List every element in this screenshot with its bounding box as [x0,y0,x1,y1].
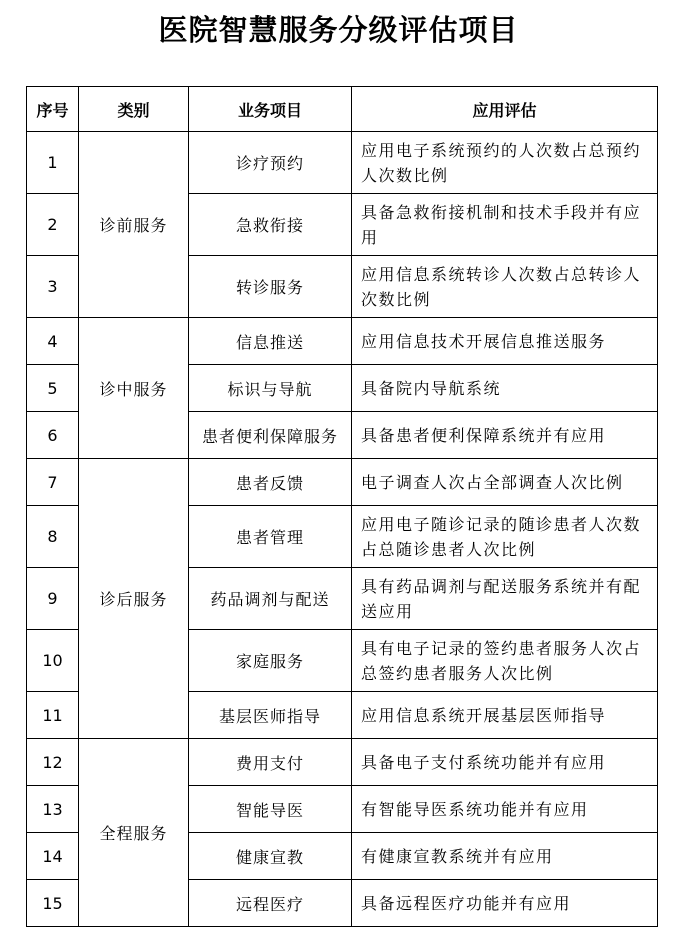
category-cell: 诊中服务 [79,318,189,459]
row-num: 4 [27,318,79,365]
category-cell: 诊后服务 [79,459,189,739]
evaluation-cell: 具备电子支付系统功能并有应用 [352,739,658,786]
row-num: 11 [27,692,79,739]
evaluation-cell: 具有药品调剂与配送服务系统并有配送应用 [352,568,658,630]
item-cell: 基层医师指导 [189,692,352,739]
item-cell: 患者反馈 [189,459,352,506]
row-num: 9 [27,568,79,630]
item-cell: 家庭服务 [189,630,352,692]
item-cell: 标识与导航 [189,365,352,412]
evaluation-cell: 具备患者便利保障系统并有应用 [352,412,658,459]
page-title: 医院智慧服务分级评估项目 [158,13,519,47]
header-num: 序号 [27,87,79,132]
item-cell: 转诊服务 [189,256,352,318]
row-num: 3 [27,256,79,318]
table-row [27,132,658,194]
row-num: 12 [27,739,79,786]
row-num: 1 [27,132,79,194]
evaluation-cell: 应用信息系统开展基层医师指导 [352,692,658,739]
header-item: 业务项目 [189,87,352,132]
evaluation-cell: 有智能导医系统功能并有应用 [352,786,658,833]
item-cell: 费用支付 [189,739,352,786]
evaluation-cell: 应用电子系统预约的人次数占总预约人次数比例 [352,132,658,194]
evaluation-cell: 具备远程医疗功能并有应用 [352,880,658,927]
item-cell: 远程医疗 [189,880,352,927]
evaluation-cell: 电子调查人次占全部调查人次比例 [352,459,658,506]
table-row [27,318,658,365]
item-cell: 健康宣教 [189,833,352,880]
row-num: 2 [27,194,79,256]
evaluation-cell: 应用信息技术开展信息推送服务 [352,318,658,365]
row-num: 14 [27,833,79,880]
row-num: 10 [27,630,79,692]
item-cell: 诊疗预约 [189,132,352,194]
item-cell: 急救衔接 [189,194,352,256]
evaluation-cell: 具备院内导航系统 [352,365,658,412]
row-num: 13 [27,786,79,833]
row-num: 5 [27,365,79,412]
item-cell: 药品调剂与配送 [189,568,352,630]
row-num: 7 [27,459,79,506]
evaluation-cell: 应用电子随诊记录的随诊患者人次数占总随诊患者人次比例 [352,506,658,568]
evaluation-cell: 具备急救衔接机制和技术手段并有应用 [352,194,658,256]
table-row [27,459,658,506]
item-cell: 信息推送 [189,318,352,365]
item-cell: 患者便利保障服务 [189,412,352,459]
table-row [27,739,658,786]
evaluation-cell: 具有电子记录的签约患者服务人次占总签约患者服务人次比例 [352,630,658,692]
category-cell: 诊前服务 [79,132,189,318]
item-cell: 患者管理 [189,506,352,568]
category-cell: 全程服务 [79,739,189,927]
evaluation-table [26,86,658,927]
header-category: 类别 [79,87,189,132]
row-num: 6 [27,412,79,459]
row-num: 8 [27,506,79,568]
row-num: 15 [27,880,79,927]
header-evaluation: 应用评估 [352,87,658,132]
item-cell: 智能导医 [189,786,352,833]
evaluation-cell: 有健康宣教系统并有应用 [352,833,658,880]
evaluation-cell: 应用信息系统转诊人次数占总转诊人次数比例 [352,256,658,318]
table-header-row [27,87,658,132]
